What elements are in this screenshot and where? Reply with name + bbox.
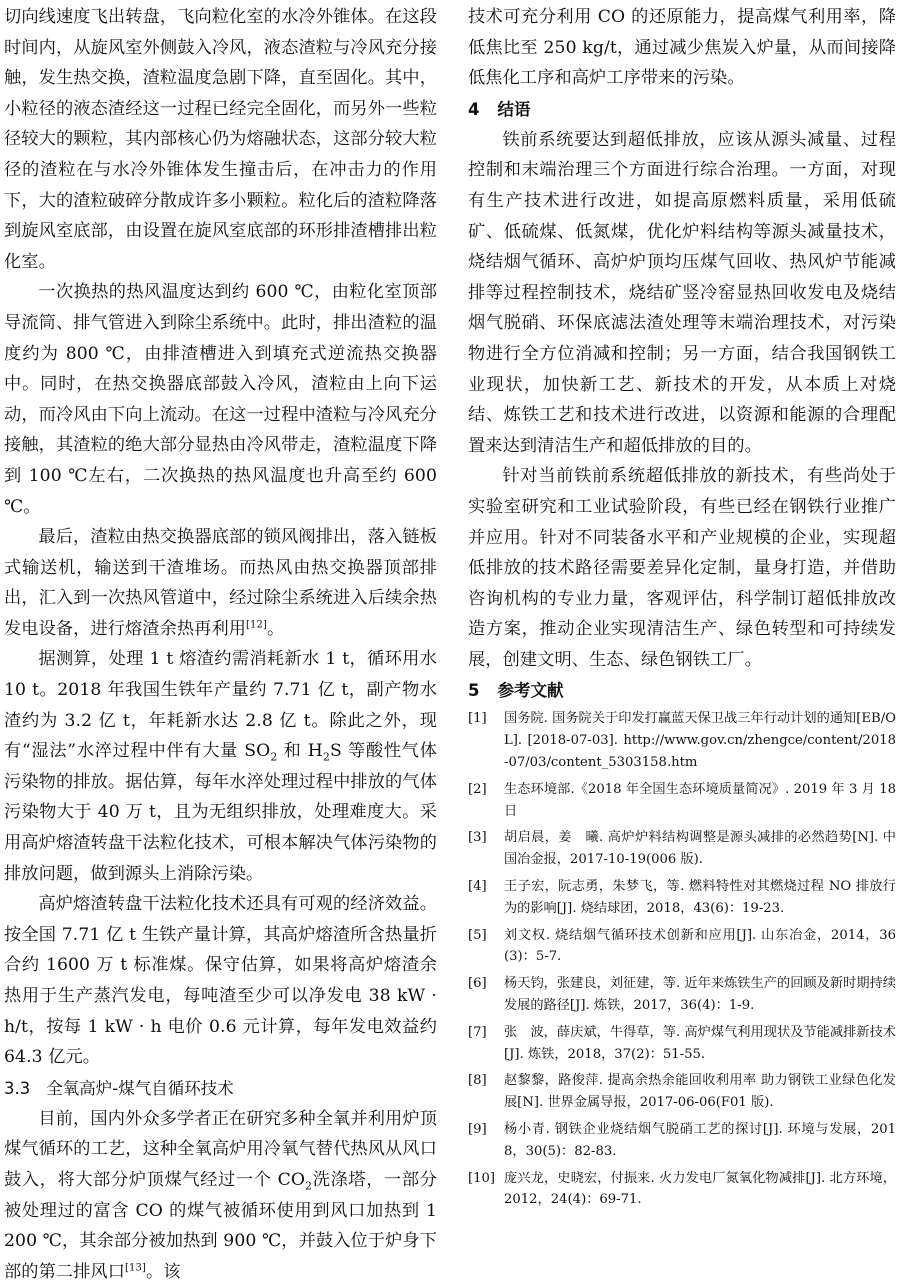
body-paragraph: 高炉熔渣转盘干法粒化技术还具有可观的经济效益。按全国 7.71 亿 t 生铁产量计算，其高炉熔渣所含热量折合约 1600 万 t 标准煤。保守估算，如果将高炉熔渣余热用于生产蒸汽发电，每吨渣至少可以净发电 38 kW · h/t，按每 1 kW · h 电价 0.6 元计算，每年发电效益约 64.3 亿元。 [4,894,437,1068]
paragraph-end: 。该 [145,1261,181,1282]
reference-number: [2] [468,781,487,797]
body-paragraph: 铁前系统要达到超低排放，应该从源头减量、过程控制和末端治理三个方面进行综合治理。一方面，对现有生产技术进行改进，如提高原燃料质量，采用低硫矿、低硫煤、低氮煤，优化炉料结构等源头减量技术，烧结烟气循环、高炉炉顶均压煤气回收、热风炉节能减排等过程控制技术，烧结矿竖冷窑显热回收发电及烧结烟气脱硝、环保底滤法渣处理等末端治理技术，对污染物进行全方位消减和控制；另一方面，结合我国钢铁工业现状，加快新工艺、新技术的开发，从本质上对烧结、炼铁工艺和技术进行改进，以资源和能源的合理配置来达到清洁生产和超低排放的目的。 [468,129,896,456]
reference-text: 张 波，薛庆斌，牛得草，等. 高炉煤气利用现状及节能减排新技术[J]. 炼铁，2018，37(2)：51-55. [504,1024,896,1062]
paragraph-text: S 等酸性气体污染物的排放。据估算，每年水淬处理过程中排放的气体污染物大于 40 万 t，且为无组织排放，处理难度大。采用高炉熔渣转盘干法粒化技术，可根本解决气体污染物的排放问题，做到源头上消除污染。 [4,741,437,884]
reference-item [468,973,896,1017]
reference-item [468,1119,896,1163]
subscript: 2 [322,750,330,764]
paragraph-text: 和 H [277,741,323,762]
body-paragraph [4,644,437,889]
reference-item [468,827,896,871]
section-heading-4 [468,94,896,125]
reference-number: [7] [468,1024,487,1040]
body-paragraph: 技术可充分利用 CO 的还原能力，提高煤气利用率，降低焦比至 250 kg/t，通过减少焦炭入炉量，从而间接降低焦化工序和高炉工序带来的污染。 [468,7,896,89]
section-heading-3-3 [4,1073,437,1104]
body-paragraph: 一次换热的热风温度达到约 600 ℃，由粒化室顶部导流筒、排气管进入到除尘系统中。此时，排出渣粒的温度约为 800 ℃，由排渣槽进入到填充式逆流热交换器中。同时，在热交换器底部鼓入冷风，渣粒由上向下运动，而冷风由下向上流动。在这一过程中渣粒与冷风充分接触，其渣粒的绝大部分显热由冷风带走，渣粒温度下降到 100 ℃左右，二次换热的热风温度也升高至约 600 ℃。 [4,282,437,517]
citation-marker: [13] [125,1262,146,1274]
reference-number: [9] [468,1122,487,1138]
paragraph-end: 。 [266,618,285,639]
reference-text: 生态环境部.《2018 年全国生态环境质量简况》. 2019 年 3 月 18 日 [504,781,896,819]
section-heading-5 [468,675,896,706]
section-title: 全氧高炉-煤气自循环技术 [46,1078,234,1098]
reference-text: 赵黎黎，路俊萍. 提高余热余能回收利用率 助力钢铁工业绿色化发展[N]. 世界金属导报，2017-06-06(F01 版). [504,1073,896,1111]
reference-item [468,779,896,823]
paragraph-text: 目前，国内外众多学者正在研究多种全氧并利用炉顶煤气循环的工艺，这种全氧高炉用冷氧气替代热风从风口鼓入，将大部分炉顶煤气经过一个 CO [4,1108,437,1190]
reference-text: 刘文权. 烧结烟气循环技术创新和应用[J]. 山东冶金，2014，36(3)：5-7. [504,927,896,965]
reference-item [468,925,896,969]
body-paragraph [4,522,437,644]
section-number: 4 [468,99,480,119]
paragraph-text: 洗涤塔，一部分被处理过的富含 CO 的煤气被循环使用到风口加热到 1 200 ℃，其余部分被加热到 900 ℃，并鼓入位于炉身下部的第二排风口 [4,1169,437,1282]
reference-item [468,1070,896,1114]
reference-item [468,1022,896,1066]
paragraph-text: 最后，渣粒由热交换器底部的锁风阀排出，落入链板式输送机，输送到干渣堆场。而热风由热交换器顶部排出，汇入到一次热风管道中，经过除尘系统进入后续余热发电设备，进行熔渣余热再利用 [4,527,437,639]
reference-list [468,708,896,1211]
citation-marker: [12] [246,619,267,631]
reference-number: [3] [468,830,487,846]
reference-item [468,1168,896,1212]
section-title: 参考文献 [497,681,564,701]
left-column [4,2,437,1282]
body-paragraph: 切向线速度飞出转盘，飞向粒化室的水冷外锥体。在这段时间内，从旋风室外侧鼓入冷风，液态渣粒与冷风充分接触，发生热交换，渣粒温度急剧下降，直至固化。其中，小粒径的液态渣经这一过程已经完全固化，而另外一些粒径较大的颗粒，其内部核心仍为熔融状态，这部分较大粒径的渣粒在与水冷外锥体发生撞击后，在冲击力的作用下，大的渣粒破碎分散成许多小颗粒。粒化后的渣粒降落到旋风室底部，由设置在旋风室底部的环形排渣槽排出粒化室。 [4,7,437,272]
reference-text: 庞兴龙，史晓宏，付振来. 火力发电厂氮氧化物减排[J]. 北方环境，2012，24(4)：69-71. [504,1170,896,1208]
paragraph-text: 据测算，处理 1 t 熔渣约需消耗新水 1 t，循环用水 10 t。2018 年我国生铁年产量约 7.71 亿 t，副产物水渣约为 3.2 亿 t，年耗新水达 2.8 亿 t。除此之外，现有“湿法”水淬过程中伴有大量 SO [4,649,437,762]
reference-number: [5] [468,927,487,943]
section-title: 结语 [497,99,531,119]
subscript: 2 [305,1179,313,1193]
section-number: 5 [468,681,480,701]
body-paragraph [4,1104,437,1287]
reference-item [468,876,896,920]
reference-number: [8] [468,1073,487,1089]
reference-text: 王子宏，阮志勇，朱梦飞，等. 燃料特性对其燃烧过程 NO 排放行为的影响[J]. 烧结球团，2018，43(6)：19-23. [504,879,896,916]
reference-number: [1] [468,711,487,727]
section-number: 3.3 [4,1078,31,1098]
reference-number: [4] [468,879,487,895]
reference-text: 胡启晨，姜 曦. 高炉炉料结构调整是源头减排的必然趋势[N]. 中国冶金报，2017-10-19(006 版). [504,830,896,868]
subscript: 2 [270,750,278,764]
body-paragraph: 针对当前铁前系统超低排放的新技术，有些尚处于实验室研究和工业试验阶段，有些已经在钢铁行业推广并应用。针对不同装备水平和产业规模的企业，实现超低排放的技术路径需要差异化定制，量身打造，并借助咨询机构的专业力量，客观评估，科学制订超低排放改造方案，推动企业实现清洁生产、绿色转型和可持续发展，创建文明、生态、绿色钢铁工厂。 [468,466,896,670]
reference-text: 杨小青. 钢铁企业烧结烟气脱硝工艺的探讨[J]. 环境与发展，2018，30(5)：82-83. [504,1122,896,1159]
reference-text: 杨天钧，张建良，刘征建，等. 近年来炼铁生产的回顾及新时期持续发展的路径[J]. 炼铁，2017，36(4)：1-9. [504,976,896,1014]
right-column [468,2,896,1242]
reference-item [468,708,896,773]
reference-number: [6] [468,976,487,992]
reference-number: [10] [468,1170,496,1186]
reference-text: 国务院. 国务院关于印发打赢蓝天保卫战三年行动计划的通知[EB/OL]. [2018-07-03]. http://www.gov.cn/zhengce/content/2018-07/03/content_5303158.htm [504,711,896,771]
